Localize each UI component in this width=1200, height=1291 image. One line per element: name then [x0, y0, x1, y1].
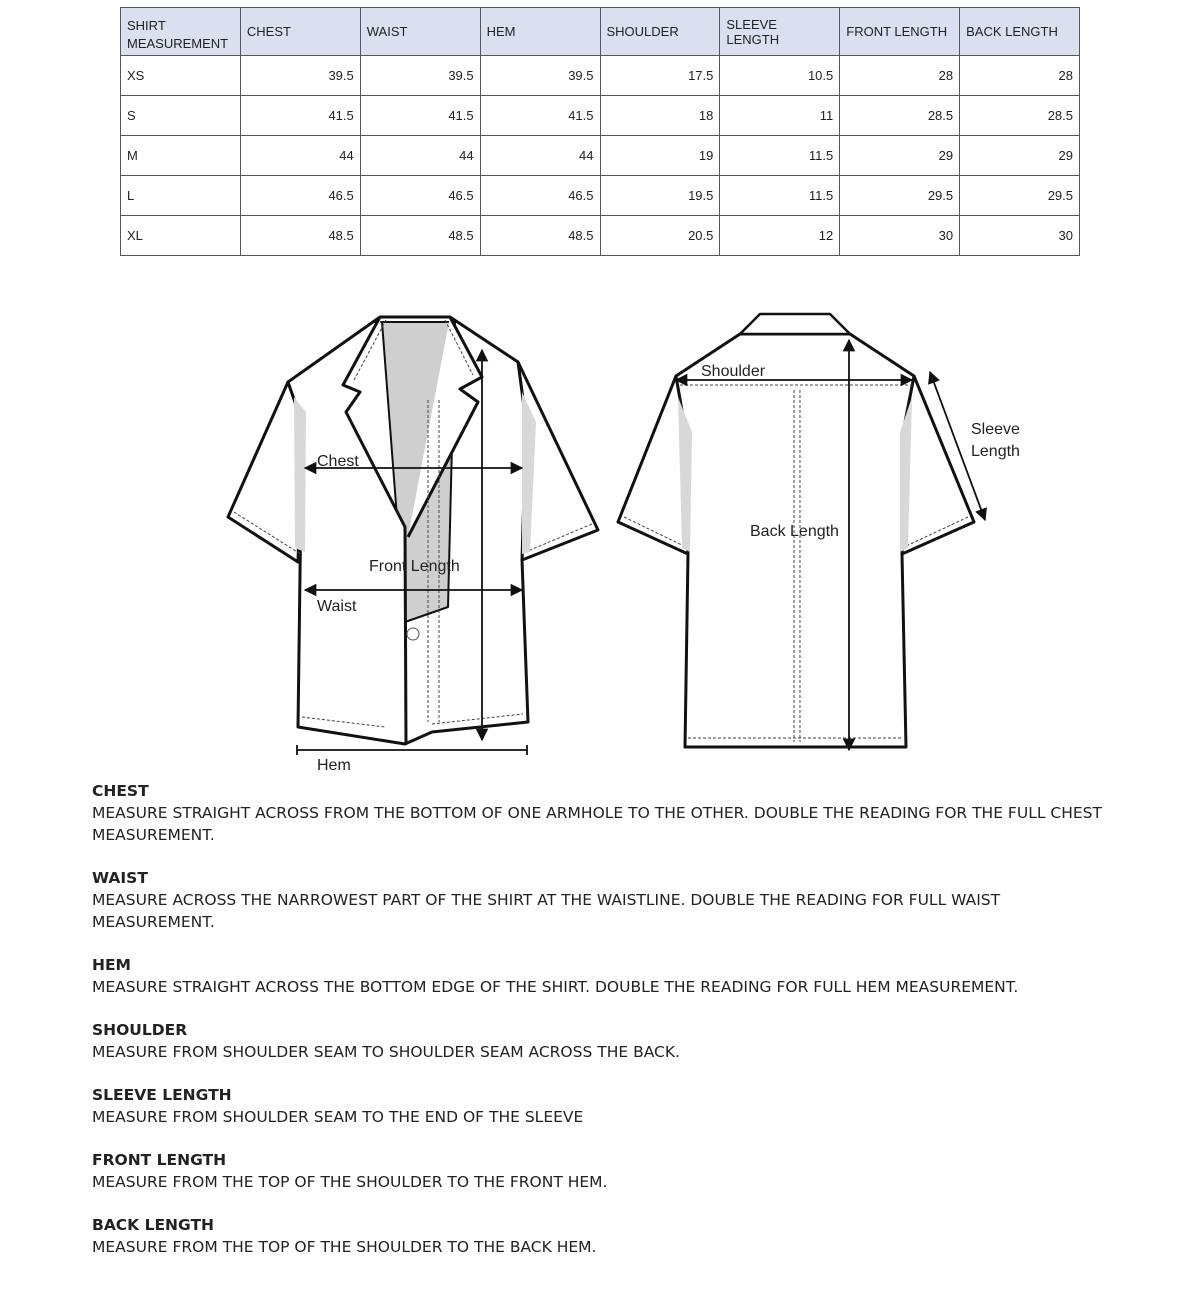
- table-row: [121, 96, 1080, 136]
- definition-term: SLEEVE LENGTH: [92, 1086, 232, 1104]
- measurement-definitions: [92, 780, 1102, 1279]
- definition-hem: [92, 954, 1102, 998]
- table-cell: 41.5: [480, 96, 600, 136]
- table-cell: 48.5: [480, 216, 600, 256]
- column-header-waist: WAIST: [360, 8, 480, 56]
- table-cell: 11: [720, 96, 840, 136]
- column-header-shoulder: SHOULDER: [600, 8, 720, 56]
- table-cell: 30: [960, 216, 1080, 256]
- table-cell: 19: [600, 136, 720, 176]
- back-collar: [740, 314, 850, 334]
- back-length-label: Back Length: [750, 523, 839, 540]
- column-header-measurement: SHIRT MEASUREMENT: [121, 8, 241, 56]
- front-left-sleeve: [228, 382, 302, 562]
- size-cell: M: [121, 136, 241, 176]
- definition-text: MEASURE FROM SHOULDER SEAM TO THE END OF THE SLEEVE: [92, 1108, 584, 1126]
- size-cell: S: [121, 96, 241, 136]
- table-cell: 41.5: [360, 96, 480, 136]
- definition-chest: [92, 780, 1102, 846]
- table-cell: 39.5: [480, 56, 600, 96]
- table-row: [121, 216, 1080, 256]
- table-cell: 44: [240, 136, 360, 176]
- table-cell: 48.5: [360, 216, 480, 256]
- definition-text: MEASURE FROM THE TOP OF THE SHOULDER TO THE FRONT HEM.: [92, 1173, 608, 1191]
- definition-text: MEASURE ACROSS THE NARROWEST PART OF THE SHIRT AT THE WAISTLINE. DOUBLE THE READING FOR FULL WAIST MEASUREMENT.: [92, 891, 1001, 931]
- shirt-measurement-diagram: [210, 272, 1020, 782]
- table-cell: 19.5: [600, 176, 720, 216]
- table-cell: 29.5: [840, 176, 960, 216]
- table-cell: 11.5: [720, 136, 840, 176]
- table-cell: 18: [600, 96, 720, 136]
- table-cell: 28.5: [840, 96, 960, 136]
- definition-term: CHEST: [92, 782, 149, 800]
- front-shirt-drawing: [228, 317, 598, 744]
- size-cell: L: [121, 176, 241, 216]
- definition-text: MEASURE STRAIGHT ACROSS THE BOTTOM EDGE OF THE SHIRT. DOUBLE THE READING FOR FULL HEM MEASUREMENT.: [92, 978, 1019, 996]
- front-length-label: Front Length: [369, 558, 460, 575]
- table-cell: 39.5: [360, 56, 480, 96]
- table-header-row: [121, 8, 1080, 56]
- table-cell: 10.5: [720, 56, 840, 96]
- column-header-chest: CHEST: [240, 8, 360, 56]
- definition-back-length: [92, 1214, 1102, 1258]
- table-row: [121, 176, 1080, 216]
- table-row: [121, 136, 1080, 176]
- chest-label: Chest: [317, 453, 359, 470]
- table-cell: 20.5: [600, 216, 720, 256]
- table-cell: 12: [720, 216, 840, 256]
- table-cell: 48.5: [240, 216, 360, 256]
- size-cell: XL: [121, 216, 241, 256]
- table-cell: 17.5: [600, 56, 720, 96]
- table-cell: 46.5: [240, 176, 360, 216]
- table-row: [121, 56, 1080, 96]
- column-header-front-length: FRONT LENGTH: [840, 8, 960, 56]
- definition-term: SHOULDER: [92, 1021, 188, 1039]
- table-cell: 28: [960, 56, 1080, 96]
- definition-term: BACK LENGTH: [92, 1216, 215, 1234]
- sleeve-length-label-line2: Length: [971, 443, 1020, 460]
- sleeve-length-label-line1: Sleeve: [971, 421, 1020, 438]
- table-cell: 44: [360, 136, 480, 176]
- shirt-diagram-svg: [210, 272, 1020, 782]
- definition-term: WAIST: [92, 869, 148, 887]
- table-cell: 30: [840, 216, 960, 256]
- definition-sleeve-length: [92, 1084, 1102, 1128]
- table-cell: 28.5: [960, 96, 1080, 136]
- table-cell: 44: [480, 136, 600, 176]
- definition-waist: [92, 867, 1102, 933]
- waist-label: Waist: [317, 598, 357, 615]
- column-header-hem: HEM: [480, 8, 600, 56]
- column-header-back-length: BACK LENGTH: [960, 8, 1080, 56]
- definition-term: FRONT LENGTH: [92, 1151, 227, 1169]
- definition-shoulder: [92, 1019, 1102, 1063]
- definition-text: MEASURE FROM THE TOP OF THE SHOULDER TO THE BACK HEM.: [92, 1238, 597, 1256]
- table-cell: 46.5: [360, 176, 480, 216]
- table-cell: 29.5: [960, 176, 1080, 216]
- table-cell: 29: [960, 136, 1080, 176]
- column-header-sleeve-length: SLEEVE LENGTH: [720, 8, 840, 56]
- hem-label: Hem: [317, 757, 351, 774]
- size-cell: XS: [121, 56, 241, 96]
- shoulder-label: Shoulder: [701, 363, 766, 380]
- definition-text: MEASURE STRAIGHT ACROSS FROM THE BOTTOM OF ONE ARMHOLE TO THE OTHER. DOUBLE THE READING FOR THE FULL CHEST MEASUREMENT.: [92, 804, 1102, 844]
- table-cell: 46.5: [480, 176, 600, 216]
- table-cell: 11.5: [720, 176, 840, 216]
- back-body: [676, 334, 914, 747]
- definition-text: MEASURE FROM SHOULDER SEAM TO SHOULDER SEAM ACROSS THE BACK.: [92, 1043, 680, 1061]
- back-right-sleeve: [902, 376, 974, 554]
- definition-term: HEM: [92, 956, 131, 974]
- table-cell: 29: [840, 136, 960, 176]
- button-icon: [407, 628, 419, 640]
- definition-front-length: [92, 1149, 1102, 1193]
- table-cell: 41.5: [240, 96, 360, 136]
- back-left-sleeve: [618, 376, 688, 554]
- table-cell: 39.5: [240, 56, 360, 96]
- table-cell: 28: [840, 56, 960, 96]
- size-chart-table: [120, 7, 1080, 256]
